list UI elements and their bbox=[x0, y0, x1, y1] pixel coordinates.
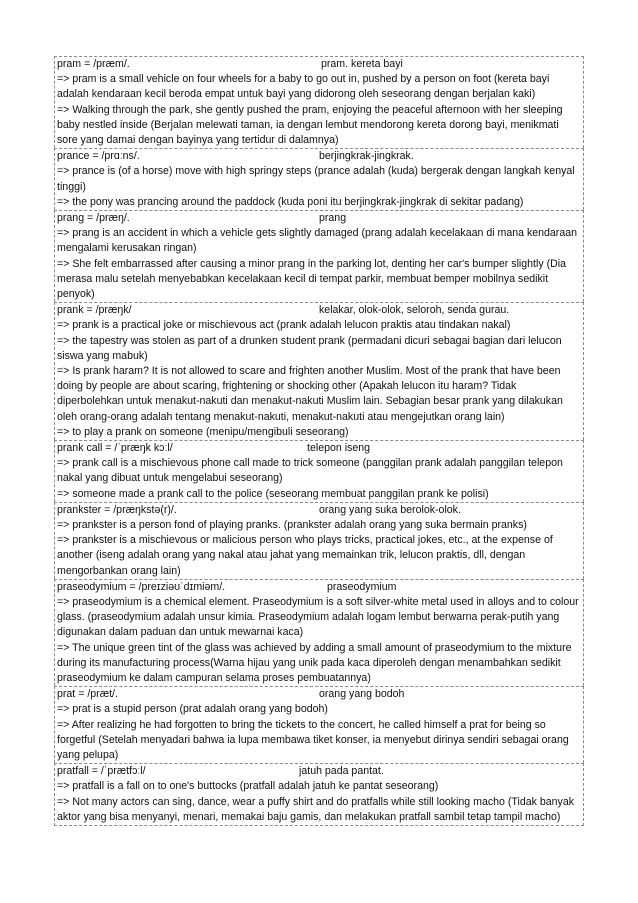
definition-line: => prat is a stupid person (prat adalah orang yang bodoh) bbox=[57, 703, 328, 716]
entry-header bbox=[57, 211, 581, 226]
example-line: => After realizing he had forgotten to bring the tickets to the concert, he called himself a prat for being so forgetful (Setelah menyadari bahwa ia lupa membawa tiket konser, ia menyebut dirinya sendiri sebagai orang yang pelupa) bbox=[57, 718, 569, 762]
entry-prankster bbox=[54, 502, 584, 579]
translation: pram. kereta bayi bbox=[321, 58, 403, 70]
example-line: => the tapestry was stolen as part of a drunken student prank (permadani dicuri sebagai bagian dari lelucon siswa yang mabuk) bbox=[57, 334, 562, 362]
definition-line: => prank is a practical joke or mischievous act (prank adalah lelucon praktis atau tindakan nakal) bbox=[57, 319, 511, 332]
entry-header bbox=[57, 441, 581, 456]
entry-header bbox=[57, 303, 581, 318]
entry-header bbox=[57, 503, 581, 518]
entry-header bbox=[57, 764, 581, 779]
example-line: => Not many actors can sing, dance, wear a puffy shirt and do pratfalls while still looking macho (Tidak banyak aktor yang bisa menyanyi, menari, memakai baju gamis, dan melakukan pratfall sambil tetap tampil macho) bbox=[57, 795, 575, 823]
headword: pram = /præm/. bbox=[57, 58, 130, 70]
example-line: => the pony was prancing around the paddock (kuda poni itu berjingkrak-jingkrak di sekitar padang) bbox=[57, 195, 524, 208]
entry-prank-call bbox=[54, 440, 584, 502]
example-line: => Walking through the park, she gently pushed the pram, enjoying the peaceful afternoon with her sleeping baby nestled inside (Berjalan melewati taman, ia dengan lembut mendorong kereta dorong bayi, menikmati sore yang damai dengan bayinya yang tertidur di dalamnya) bbox=[57, 103, 563, 146]
headword: prance = /prɑːns/. bbox=[57, 150, 140, 163]
example-line: => Is prank haram? It is not allowed to scare and frighten another Muslim. Most of the prank that have been doing by people are about scaring, frightening or shocking other (Apakah lelucon itu haram? Tidak diperbolehkan untuk menakut-nakuti dan menakut-nakuti Muslim lain. Sebagian besar prank yang dilakukan oleh orang-orang adalah tentang menakut-nakuti, menakut-nakuti atau mengejutkan orang lain) bbox=[57, 365, 563, 423]
entry-pratfall bbox=[54, 763, 584, 826]
headword: prank = /præŋk/ bbox=[57, 304, 132, 317]
headword: prat = /præt/. bbox=[57, 688, 118, 701]
entry-prank bbox=[54, 302, 584, 440]
entry-pram bbox=[54, 56, 584, 148]
headword: prank call = /ˈpræŋk kɔːl/ bbox=[57, 442, 173, 455]
entry-header bbox=[57, 580, 581, 595]
entry-prat bbox=[54, 686, 584, 763]
headword: praseodymium = /preɪziəʊˈdɪmiəm/. bbox=[57, 580, 226, 593]
translation: telepon iseng bbox=[307, 442, 371, 455]
definition-line: => prankster is a person fond of playing pranks. (prankster adalah orang yang suka bermain pranks) bbox=[57, 519, 527, 531]
definition-line: => praseodymium is a chemical element. Praseodymium is a soft silver-white metal used in alloys and to colour glass. (praseodymium adalah unsur kimia. Praseodymium adalah logam lembut berwarna perak-putih yang digunakan dalam paduan dan untuk mewarnai kaca) bbox=[57, 596, 579, 639]
example-line: => She felt embarrassed after causing a minor prang in the parking lot, denting her car's bumper slightly (Dia merasa malu setelah menyebabkan kecelakaan kecil di tempat parkir, membuat bemper mobilnya sedikit penyok) bbox=[57, 257, 567, 300]
translation: orang yang bodoh bbox=[319, 688, 405, 701]
headword: prang = /præŋ/. bbox=[57, 212, 130, 224]
headword: prankster = /præŋkstə(r)/. bbox=[57, 503, 177, 516]
example-line: => prankster is a mischievous or malicious person who plays tricks, practical jokes, etc., at the expense of another (iseng adalah orang yang nakal atau jahat yang memainkan trik, lelucon praktis, dll, dengan mengorbankan orang lain) bbox=[57, 534, 553, 577]
definition-line: => pram is a small vehicle on four wheels for a baby to go out in, pushed by a person on foot (kereta bayi adalah kendaraan kecil beroda empat untuk bayi yang didorong oleh seseorang dengan berjalan kaki) bbox=[57, 73, 550, 101]
example-line: => someone made a prank call to the police (seseorang membuat panggilan prank ke polisi) bbox=[57, 487, 489, 500]
headword: pratfall = /ˈprætfɔːl/ bbox=[57, 765, 146, 778]
translation: prang bbox=[319, 212, 347, 224]
definition-line: => prank call is a mischievous phone call made to trick someone (panggilan prank adalah panggilan telepon nakal yang dibuat untuk mengelabui seseorang) bbox=[57, 457, 563, 485]
translation: kelakar, olok-olok, seloroh, senda gurau. bbox=[319, 304, 510, 317]
translation: praseodymium bbox=[327, 580, 397, 593]
translation: jatuh pada pantat. bbox=[299, 765, 384, 778]
translation: berjingkrak-jingkrak. bbox=[319, 150, 414, 163]
definition-line: => prance is (of a horse) move with high springy steps (prance adalah (kuda) bergerak dengan langkah kenyal tinggi) bbox=[57, 165, 575, 193]
definition-line: => prang is an accident in which a vehicle gets slightly damaged (prang adalah kecelakaan di mana kendaraan mengalami kerusakan ringan) bbox=[57, 227, 578, 255]
entry-prang bbox=[54, 210, 584, 302]
entry-prance bbox=[54, 148, 584, 210]
example-line: => The unique green tint of the glass was achieved by adding a small amount of praseodymium to the mixture during its manufacturing process(Warna hijau yang unik pada kaca diperoleh dengan menambahkan sedikit praseodymium ke dalam campuran selama proses pembuatannya) bbox=[57, 641, 572, 685]
entry-header bbox=[57, 57, 581, 72]
translation: orang yang suka berolok-olok. bbox=[319, 503, 461, 516]
example-line: => to play a prank on someone (menipu/mengibuli seseorang) bbox=[57, 425, 349, 438]
entry-praseodymium bbox=[54, 579, 584, 686]
definition-line: => pratfall is a fall on to one's buttocks (pratfall adalah jatuh ke pantat seseorang) bbox=[57, 780, 439, 793]
entry-header bbox=[57, 687, 581, 702]
entry-header bbox=[57, 149, 581, 164]
dictionary-page bbox=[54, 56, 584, 826]
